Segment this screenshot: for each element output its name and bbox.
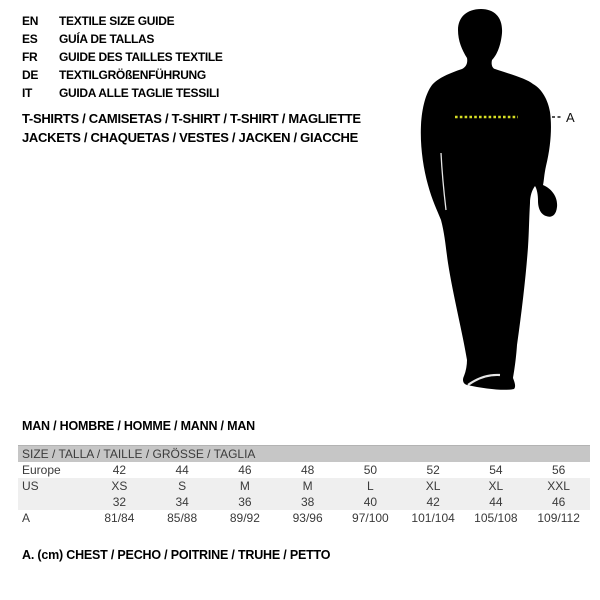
- size-cell: XL: [425, 479, 441, 493]
- language-label: GUIDE DES TAILLES TEXTILE: [59, 50, 223, 64]
- man-silhouette-icon: [405, 5, 580, 395]
- size-cell: XXL: [547, 479, 570, 493]
- language-row: [22, 84, 223, 102]
- row-label: US: [22, 479, 39, 493]
- size-cell: 34: [175, 495, 189, 509]
- measurement-footnote: A. (cm) CHEST / PECHO / POITRINE / TRUHE / PETTO: [22, 548, 331, 562]
- size-cell: 42: [426, 495, 440, 509]
- size-cell: 50: [363, 463, 378, 477]
- language-code: DE: [22, 68, 39, 82]
- language-label: GUIDA ALLE TAGLIE TESSILI: [59, 86, 220, 100]
- size-cell: 101/104: [411, 511, 455, 525]
- language-row: [22, 48, 223, 66]
- size-cell: XL: [488, 479, 504, 493]
- size-cell: 56: [551, 463, 566, 477]
- size-cell: 40: [363, 495, 378, 509]
- size-cell: 42: [112, 463, 127, 477]
- language-row: [22, 12, 223, 30]
- table-row-us-numbers: [18, 494, 590, 510]
- language-row: [22, 30, 223, 48]
- language-label: GUÍA DE TALLAS: [59, 32, 155, 46]
- size-cell: L: [367, 479, 374, 493]
- category-line-jackets: JACKETS / CHAQUETAS / VESTES / JACKEN / GIACCHE: [22, 130, 358, 145]
- size-cell: 46: [551, 495, 566, 509]
- table-row-chest-cm: [18, 510, 590, 527]
- size-cell: S: [178, 479, 187, 493]
- language-label: TEXTILE SIZE GUIDE: [59, 14, 175, 28]
- size-cell: 32: [112, 495, 127, 509]
- language-row: [22, 66, 223, 84]
- size-cell: 54: [489, 463, 503, 477]
- table-row-us-letters: [18, 478, 590, 494]
- size-table: [18, 445, 590, 527]
- man-silhouette-path: [421, 9, 557, 390]
- size-cell: 38: [300, 495, 315, 509]
- language-code: EN: [22, 14, 39, 28]
- language-code: ES: [22, 32, 38, 46]
- size-cell: M: [302, 479, 313, 493]
- size-cell: 81/84: [104, 511, 135, 525]
- size-cell: 93/96: [292, 511, 323, 525]
- language-code: IT: [22, 86, 33, 100]
- language-guide: [22, 12, 223, 102]
- section-title: MAN / HOMBRE / HOMME / MANN / MAN: [22, 419, 255, 433]
- size-cell: XS: [111, 479, 128, 493]
- size-cell: 85/88: [167, 511, 198, 525]
- size-cell: 109/112: [537, 511, 580, 525]
- row-label: Europe: [22, 463, 61, 477]
- size-cell: M: [239, 479, 250, 493]
- size-cell: 48: [300, 463, 315, 477]
- size-cell: 46: [238, 463, 252, 477]
- category-line-tshirts: T-SHIRTS / CAMISETAS / T-SHIRT / T-SHIRT / MAGLIETTE: [22, 111, 361, 126]
- language-label: TEXTILGRÖßENFÜHRUNG: [59, 68, 206, 82]
- language-code: FR: [22, 50, 38, 64]
- table-row-europe: [18, 462, 590, 478]
- size-cell: 36: [238, 495, 252, 509]
- size-cell: 52: [426, 463, 440, 477]
- size-cell: 97/100: [352, 511, 389, 525]
- size-cell: 44: [489, 495, 503, 509]
- size-table-header: SIZE / TALLA / TAILLE / GRÖSSE / TAGLIA: [18, 445, 590, 462]
- row-label: [18, 494, 88, 510]
- size-cell: 44: [175, 463, 189, 477]
- size-cell: 89/92: [229, 511, 260, 525]
- garment-categories: [22, 109, 361, 147]
- size-cell: 105/108: [474, 511, 518, 525]
- row-label: A: [22, 511, 31, 525]
- measure-label-a: A: [566, 110, 575, 125]
- man-silhouette-figure: [405, 5, 580, 395]
